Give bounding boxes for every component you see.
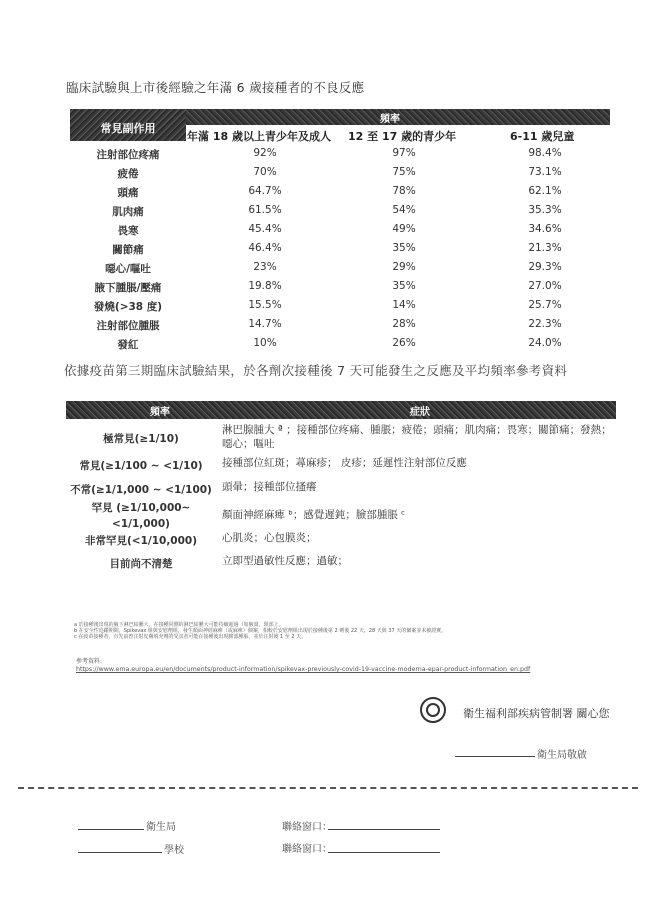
school-blank[interactable] xyxy=(78,852,162,853)
child-cell: 24.0% xyxy=(528,337,562,349)
table-row xyxy=(70,204,610,222)
table2-header-frequency: 頻率 xyxy=(150,407,170,418)
symptom-cell: 心肌炎；心包膜炎； xyxy=(222,532,317,544)
adult-cell: 45.4% xyxy=(248,223,282,235)
frequency-cell: 非常罕見(<1/10,000) xyxy=(84,535,198,547)
child-cell: 27.0% xyxy=(528,280,562,292)
school-label: 學校 xyxy=(164,845,184,856)
table2-title: 依據疫苗第三期臨床試驗結果，於各劑次接種後 7 天可能發生之反應及平均頻率參考資料 xyxy=(64,363,568,378)
signature-blank[interactable] xyxy=(455,756,535,757)
teen-cell: 49% xyxy=(392,223,416,235)
teen-cell: 28% xyxy=(392,318,416,330)
table-row xyxy=(70,299,610,317)
teen-cell: 75% xyxy=(392,166,416,178)
effect-cell: 畏寒 xyxy=(117,225,139,237)
contact2-label: 聯絡窗口： xyxy=(282,844,332,855)
frequency-cell: 常見(≥1/100 ~ <1/10) xyxy=(79,460,203,472)
table-row xyxy=(70,318,610,336)
child-cell: 35.3% xyxy=(528,204,562,216)
child-cell: 62.1% xyxy=(528,185,562,197)
symptom-cell: 顏面神經麻痺 ᵇ；感覺遲鈍；臉部腫脹 ᶜ xyxy=(222,509,406,521)
table-row xyxy=(70,337,610,355)
teen-cell: 35% xyxy=(392,280,416,292)
cdc-logo-icon xyxy=(420,697,446,723)
child-cell: 22.3% xyxy=(528,318,562,330)
reference-label: 參考資料: xyxy=(76,658,103,665)
table-row xyxy=(70,147,610,165)
table1-header-effect: 常見副作用 xyxy=(70,109,186,141)
table-row xyxy=(70,261,610,279)
contact1-label: 聯絡窗口： xyxy=(282,822,332,833)
footnote-a: a 於接種後出現的腋下淋巴結腫大，在接種同側的淋巴結腫大可能持續超過（如腋窩、頸部上。 xyxy=(74,622,284,628)
table2-header-band xyxy=(66,401,616,419)
table1-col-teen: 12 至 17 歲的青少年 xyxy=(348,130,457,143)
contact2-blank[interactable] xyxy=(328,852,440,853)
effect-cell: 腋下腫脹/壓痛 xyxy=(94,282,162,294)
symptom-cell: 接種部位紅斑；蕁麻疹； 皮疹；延遲性注射部位反應 xyxy=(222,457,467,469)
table1-title: 臨床試驗與上市後經驗之年滿 6 歲接種者的不良反應 xyxy=(66,80,365,95)
effect-cell: 發紅 xyxy=(117,339,139,351)
teen-cell: 26% xyxy=(392,337,416,349)
frequency-cell: 罕見 (≥1/10,000~<1/1,000) xyxy=(91,502,191,530)
frequency-cell: 極常見(≥1/10) xyxy=(103,433,179,445)
frequency-cell: 目前尚不清楚 xyxy=(109,558,173,570)
teen-cell: 35% xyxy=(392,242,416,254)
teen-cell: 97% xyxy=(392,147,416,159)
footnotes xyxy=(74,622,614,640)
effect-cell: 頭痛 xyxy=(117,187,139,199)
teen-cell: 54% xyxy=(392,204,416,216)
teen-cell: 14% xyxy=(392,299,416,311)
adult-cell: 46.4% xyxy=(248,242,282,254)
adult-cell: 64.7% xyxy=(248,185,282,197)
table-row xyxy=(70,223,610,241)
table2-header-symptom: 症狀 xyxy=(410,407,430,418)
teen-cell: 29% xyxy=(392,261,416,273)
table-row xyxy=(70,280,610,298)
effect-cell: 注射部位腫脹 xyxy=(96,320,160,332)
table1-col-adult: 年滿 18 歲以上青少年及成人 xyxy=(187,130,331,143)
teen-cell: 78% xyxy=(392,185,416,197)
child-cell: 98.4% xyxy=(528,147,562,159)
adult-cell: 92% xyxy=(253,147,277,159)
cut-line-divider xyxy=(18,787,638,789)
health-bureau-label: 衛生局 xyxy=(146,822,176,833)
adult-cell: 14.7% xyxy=(248,318,282,330)
table1-col-child: 6-11 歲兒童 xyxy=(510,130,575,143)
contact1-blank[interactable] xyxy=(328,829,440,830)
footnote-b: b 在安全性追蹤期間，Spikevax 組與安慰劑組，發生顏面神經麻痺（或麻痺）個案，相較於安慰劑組出現於接種後第 2 劑後 22 天、28 天與 37 天的個案並未被證實。 xyxy=(74,628,447,634)
frequency-cell: 不常(≥1/1,000 ~ <1/100) xyxy=(70,484,212,496)
adult-cell: 19.8% xyxy=(248,280,282,292)
child-cell: 73.1% xyxy=(528,166,562,178)
effect-cell: 發燒(>38 度) xyxy=(93,301,163,313)
symptom-cell: 淋巴腺腫大 ª ；接種部位疼痛、腫脹；疲倦；頭痛；肌肉痛；畏寒；關節痛；發熱；噁心；嘔吐 xyxy=(222,424,612,450)
adult-cell: 23% xyxy=(253,261,277,273)
child-cell: 29.3% xyxy=(528,261,562,273)
table1-header-frequency: 頻率 xyxy=(380,114,400,125)
table-row xyxy=(70,185,610,203)
reference-link[interactable]: https://www.ema.europa.eu/en/documents/product-information/spikevax-previously-covid-19-vaccine-moderna-epar-product-information_en.pdf xyxy=(76,666,531,673)
adult-cell: 61.5% xyxy=(248,204,282,216)
child-cell: 21.3% xyxy=(528,242,562,254)
table-row xyxy=(70,242,610,260)
effect-cell: 肌肉痛 xyxy=(112,206,144,218)
health-bureau-blank[interactable] xyxy=(78,829,144,830)
effect-cell: 關節痛 xyxy=(112,244,144,256)
child-cell: 34.6% xyxy=(528,223,562,235)
symptom-cell: 頭暈；接種部位搔癢 xyxy=(222,481,317,493)
symptom-cell: 立即型過敏性反應；過敏； xyxy=(222,555,348,567)
effect-cell: 注射部位疼痛 xyxy=(96,149,160,161)
child-cell: 25.7% xyxy=(528,299,562,311)
effect-cell: 疲倦 xyxy=(117,168,139,180)
organization-name: 衛生福利部疾病管制署 關心您 xyxy=(463,707,610,720)
adult-cell: 70% xyxy=(253,166,277,178)
effect-cell: 噁心/嘔吐 xyxy=(105,263,151,275)
adult-cell: 10% xyxy=(253,337,277,349)
adult-cell: 15.5% xyxy=(248,299,282,311)
table-row xyxy=(70,166,610,184)
footnote-c: c 在疫苗接種者，有先前曾注射皮膚填充劑的受試者可能在接種後出現臉部腫脹，並於注射後 1 至 2 天。 xyxy=(74,634,307,640)
signature-label: 衛生局敬啟 xyxy=(537,750,587,761)
